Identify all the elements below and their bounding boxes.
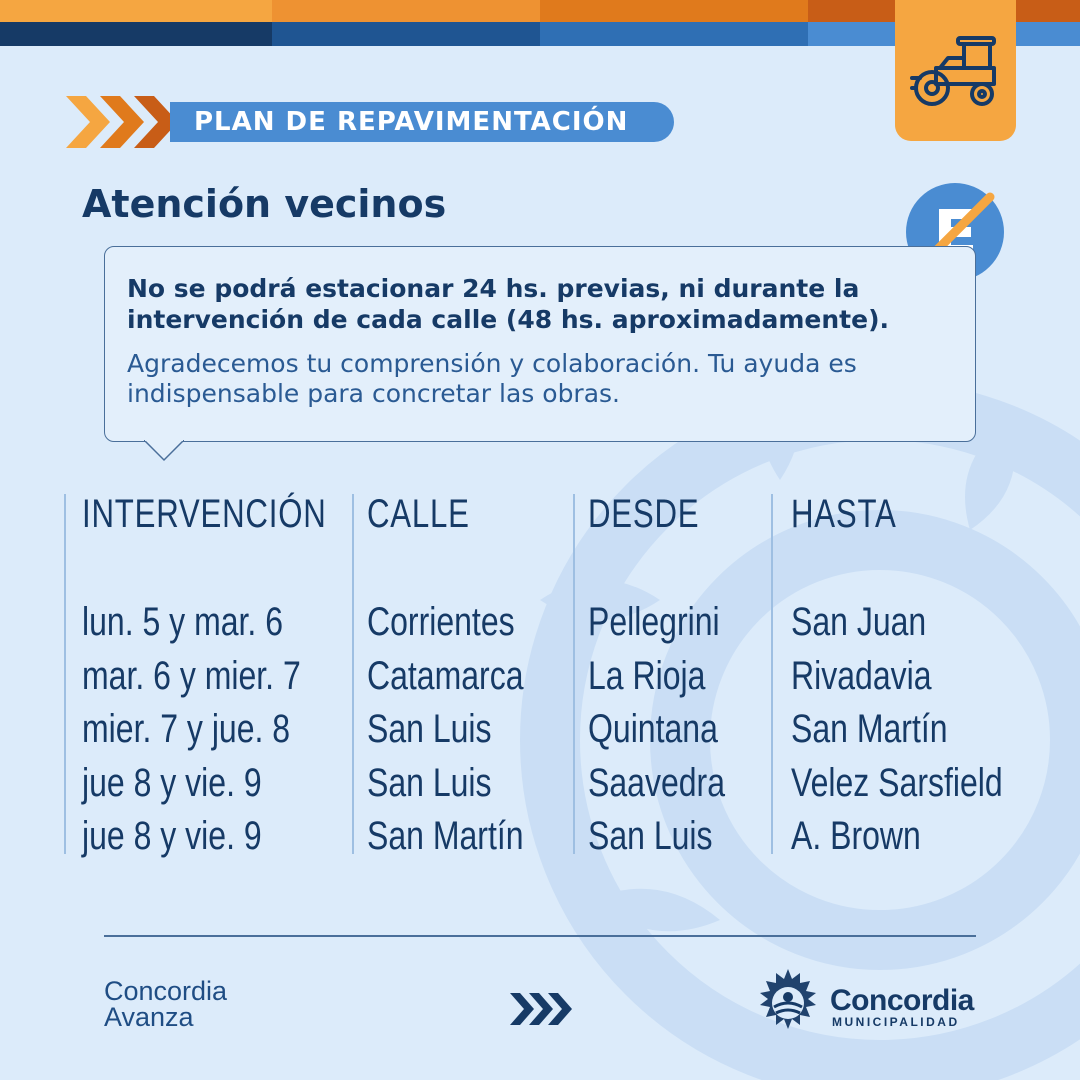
cell-calle: Catamarca [367, 653, 524, 698]
cell-desde: Quintana [588, 707, 718, 751]
slogan-line-2: Avanza [104, 1002, 194, 1032]
footer-divider [104, 935, 976, 937]
header-hasta: HASTA [791, 492, 897, 536]
cell-intervencion: jue 8 y vie. 9 [82, 814, 262, 858]
chevrons-right-icon [510, 991, 572, 1027]
cell-calle: San Luis [367, 707, 492, 751]
cell-calle: Corrientes [367, 600, 515, 644]
notice-box [104, 246, 976, 442]
cell-desde: San Luis [588, 814, 713, 858]
road-roller-icon [910, 34, 1002, 108]
cell-desde: La Rioja [588, 653, 706, 698]
cell-hasta: San Juan [791, 600, 927, 644]
cell-calle: San Martín [367, 814, 524, 858]
logo-name: Concordia [830, 984, 974, 1017]
cell-intervencion: mier. 7 y jue. 8 [82, 707, 291, 751]
cell-desde: Pellegrini [588, 600, 720, 644]
logo-subtitle: MUNICIPALIDAD [832, 1015, 960, 1029]
header-desde: DESDE [588, 492, 700, 536]
page-title: Atención vecinos [82, 182, 447, 226]
slogan-line-1: Concordia [104, 976, 228, 1006]
cell-intervencion: mar. 6 y mier. 7 [82, 653, 301, 698]
slogan [104, 978, 227, 1030]
notice-light-text: Agradecemos tu comprensión y colaboración. Tu ayuda es indispensable para concretar las obras. [127, 349, 857, 408]
cell-desde: Saavedra [588, 760, 725, 805]
column-divider [64, 494, 66, 854]
cell-hasta: A. Brown [791, 814, 921, 858]
category-pill [170, 102, 674, 142]
road-roller-badge [895, 0, 1016, 141]
column-divider [573, 494, 575, 854]
cell-intervencion: jue 8 y vie. 9 [82, 760, 262, 805]
column-divider [352, 494, 354, 854]
category-label: PLAN DE REPAVIMENTACIÓN [194, 107, 629, 137]
cell-hasta: Velez Sarsfield [791, 760, 1003, 805]
cell-calle: San Luis [367, 760, 492, 805]
notice-tail [144, 440, 184, 462]
chevrons-icon [66, 96, 176, 148]
column-divider [771, 494, 773, 854]
cell-hasta: Rivadavia [791, 653, 932, 698]
cell-intervencion: lun. 5 y mar. 6 [82, 600, 283, 644]
header-calle: CALLE [367, 492, 470, 536]
header-intervencion: INTERVENCIÓN [82, 492, 327, 536]
municipality-seal-icon [752, 965, 824, 1037]
notice-strong-text: No se podrá estacionar 24 hs. previas, ni durante la intervención de cada calle (48 hs. aproximadamente). [127, 274, 889, 334]
cell-hasta: San Martín [791, 707, 948, 751]
